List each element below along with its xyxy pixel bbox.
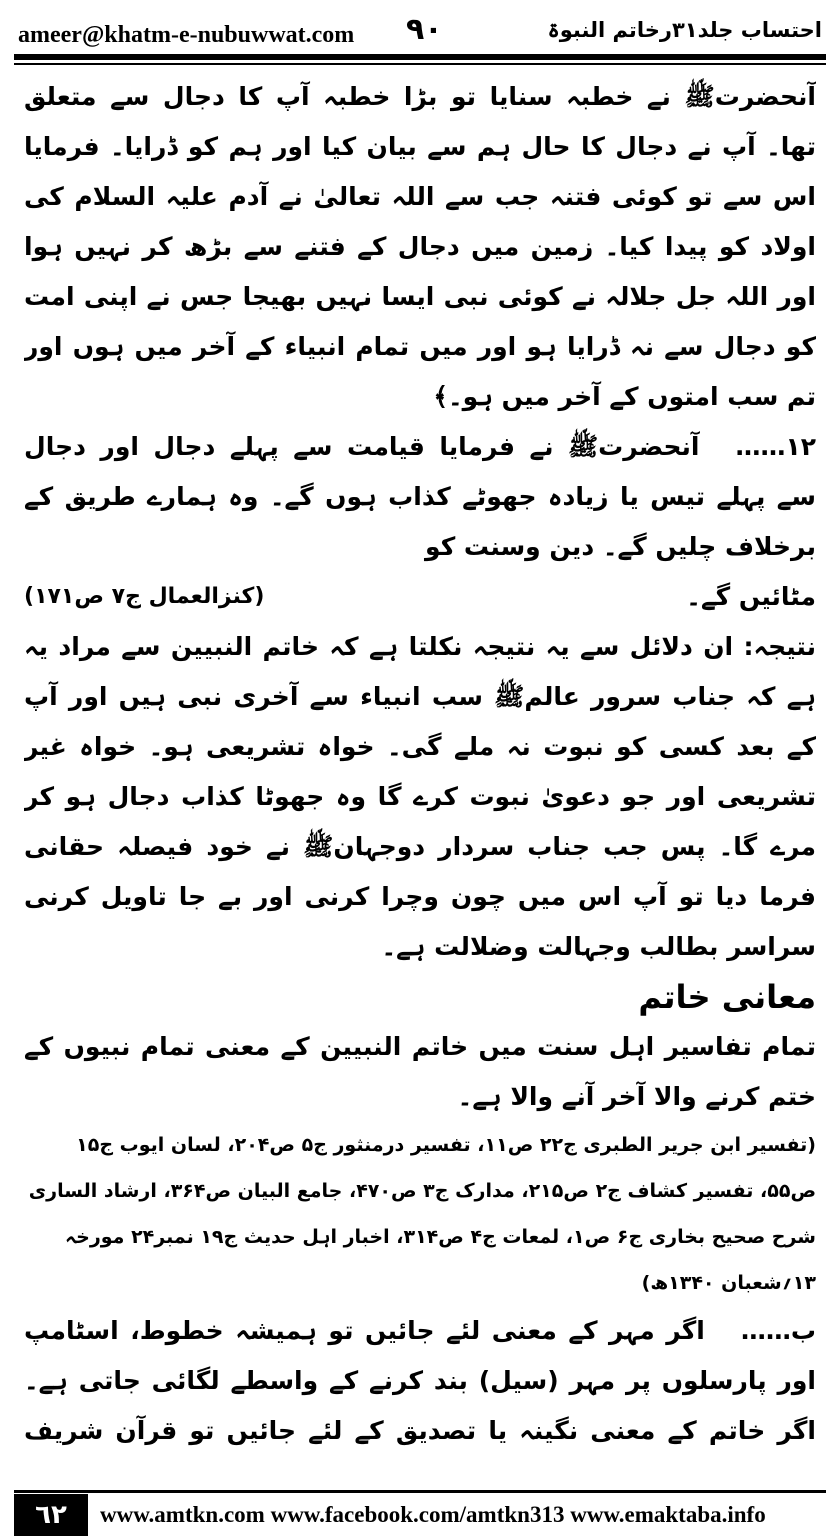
reference-citation: (کنزالعمال ج۷ ص۱۷۱) <box>24 584 265 609</box>
page-body <box>24 72 816 1462</box>
paragraph-ending: مٹائیں گے۔ <box>686 582 816 611</box>
footer-rule <box>14 1490 826 1493</box>
header-rule-thin <box>14 63 826 65</box>
page-header <box>0 0 840 58</box>
paragraph-conclusion: نتیجہ: ان دلائل سے یہ نتیجہ نکلتا ہے کہ خاتم النبیین سے مراد یہ ہے کہ جناب سرور عالمﷺ سب انبیاء سے آخری نبی ہیں اور آپ کے بعد کسی کو نبوت نہ ملے گی۔ خواہ تشریعی ہو۔ خواہ غیر تشریعی اور جو دعویٰ نبوت کرے گا وہ جھوٹا کذاب دجال ہو کر مرے گا۔ پس جب جناب سردار دوجہانﷺ نے خود فیصلہ حقانی فرما دیا تو آپ اس میں چون وچرا کرنی اور بے جا تاویل کرنی سراسر بطالب وجہالت وضلالت ہے۔ <box>24 632 816 961</box>
paragraph-seal <box>24 1306 816 1462</box>
section-heading: معانی خاتم <box>638 978 816 1016</box>
paragraph-meanings: تمام تفاسیر اہل سنت میں خاتم النبیین کے معنی تمام نبیوں کے ختم کرنے والا آخر آنے والا ہے۔ <box>24 1032 816 1111</box>
header-book-title: احتساب جلد۳۱رخاتم النبوۃ <box>547 18 822 42</box>
paragraph-ending-row <box>24 572 816 622</box>
paragraph-hadith-dajjal: آنحضرتﷺ نے خطبہ سنایا تو بڑا خطبہ آپ کا دجال سے متعلق تھا۔ آپ نے دجال کا حال ہم سے بیان کیا اور ہم کو ڈرایا۔ فرمایا اس سے تو کوئی فتنہ جب سے اللہ تعالیٰ نے آدم علیہ السلام کی اولاد کو پیدا کیا۔ زمین میں دجال کے فتنے سے بڑھ کر نہیں ہوا اور اللہ جل جلالہ نے کوئی نبی ایسا نہیں بھیجا جس نے اپنی امت کو دجال سے نہ ڈرایا ہو اور میں تمام انبیاء کے آخر میں ہوں اور تم سب امتوں کے آخر میں ہو۔﴾ <box>24 82 816 411</box>
page-footer <box>0 1490 840 1540</box>
header-email[interactable]: ameer@khatm-e-nubuwwat.com <box>18 22 355 48</box>
paragraph-text: آنحضرتﷺ نے فرمایا قیامت سے پہلے دجال اور دجال سے پہلے تیس یا زیادہ جھوٹے کذاب ہوں گے۔ وہ ہمارے طریق کے برخلاف چلیں گے۔ دین وسنت کو <box>24 432 816 561</box>
footer-links[interactable]: www.amtkn.com www.facebook.com/amtkn313 www.emaktaba.info <box>100 1502 766 1527</box>
paragraph-hadith-12 <box>24 422 816 572</box>
paragraph-number: ۱۲…… <box>735 432 816 461</box>
tafsir-citations: (تفسیر ابن جریر الطبری ج۲۲ ص۱۱، تفسیر درمنثور ج۵ ص۲۰۴، لسان ایوب ج۱۵ ص۵۵، تفسیر کشاف ج۲ ص۲۱۵، مدارک ج۳ ص۴۷۰، جامع البیان ص۳۶۴، ارشاد الساری شرح صحیح بخاری ج۶ ص۱، لمعات ج۴ ص۳۱۴، اخبار اہل حدیث ج۱۹ نمبر۲۴ مورخہ ۱۳؍شعبان ۱۳۴۰ھ) <box>28 1134 816 1294</box>
header-rule-thick <box>14 54 826 60</box>
paragraph-text: اگر مہر کے معنی لئے جائیں تو ہمیشہ خطوط، اسٹامپ اور پارسلوں پر مہر (سیل) بند کرنے کے واسطے لگائی جاتی ہے۔ اگر خاتم کے معنی نگینہ یا تصدیق کے لئے جائیں تو قرآن شریف <box>24 1316 816 1445</box>
footer-page-number: ٦٢ <box>14 1494 88 1536</box>
paragraph-number: ب…… <box>740 1316 816 1345</box>
header-page-number: ٩٠ <box>406 12 443 47</box>
